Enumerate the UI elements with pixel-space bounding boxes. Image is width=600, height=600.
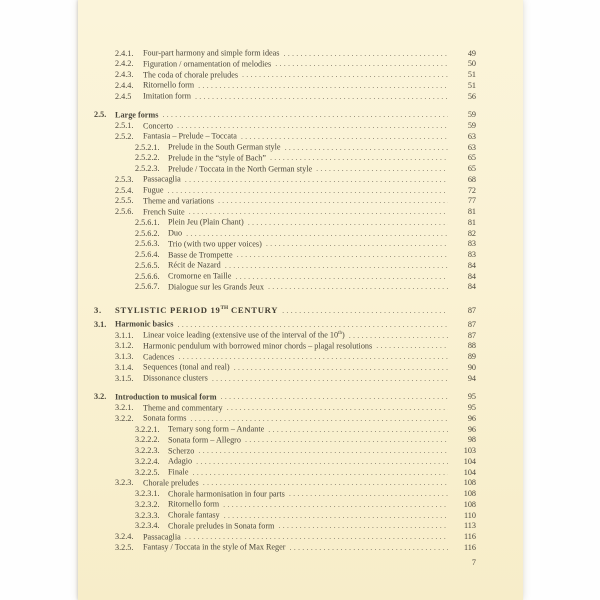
toc-entry-number: 2.5.6.4. (135, 250, 160, 260)
toc-leader-dots (285, 143, 448, 154)
toc-entry-number: 2.5.2.1. (135, 142, 160, 152)
toc-entry-page: 84 (467, 282, 476, 292)
toc-entry-label: Trio (with two upper voices) (168, 239, 262, 249)
toc-entry-label: Basse de Trompette (168, 250, 233, 260)
toc-entry-page: 49 (467, 48, 476, 58)
toc-entry-number: 3.1.4. (115, 362, 134, 372)
toc-entry-label: Chorale harmonisation in four parts (168, 489, 285, 499)
toc-entry-page: 89 (467, 352, 476, 362)
toc-entry-page: 90 (467, 362, 476, 372)
toc-entry-number: 2.5.5. (115, 196, 134, 206)
toc-leader-dots (268, 425, 448, 436)
toc-entry-page: 63 (467, 142, 476, 152)
toc-leader-dots (212, 374, 448, 385)
toc-entry-label: Fugue (143, 185, 164, 195)
toc-entry-page: 96 (467, 424, 476, 434)
toc-entry-label: Duo (168, 228, 183, 238)
toc-entry-label: French Suite (143, 207, 185, 217)
toc-entry-label: STYLISTIC PERIOD 19TH CENTURY (115, 304, 279, 315)
toc-entry-page: 87 (467, 330, 476, 340)
toc-entry-page: 83 (467, 250, 476, 260)
toc-entry-number: 3. (94, 304, 102, 315)
toc-entry-page: 50 (467, 59, 476, 69)
toc-entry-label: Chorale fantasy (168, 510, 220, 520)
toc-entry-number: 2.5.6.2. (135, 228, 160, 238)
toc-entry-page: 81 (467, 207, 476, 217)
toc-entry-label: Finale (168, 467, 189, 477)
toc-entry-number: 3.1.2. (115, 341, 134, 351)
toc-entry-number: 3.2.3.4. (135, 521, 160, 531)
toc-leader-dots (268, 282, 448, 293)
toc-entry-page: 65 (467, 153, 476, 163)
toc-entry-number: 2.4.5 (115, 91, 132, 101)
toc-entry-page: 82 (467, 228, 476, 238)
toc-leader-dots (196, 457, 448, 468)
toc-entry-page: 116 (464, 532, 476, 542)
toc-entry-label: Adagio (168, 456, 193, 466)
toc-leader-dots (185, 175, 448, 186)
toc-entry-page: 104 (463, 467, 476, 477)
toc-entry-number: 2.5.2.2. (135, 153, 160, 163)
toc-entry-number: 3.2.4. (115, 532, 134, 542)
table-of-contents (94, 46, 476, 569)
toc-entry-number: 2.5.2. (115, 131, 134, 141)
toc-entry-label: Dialogue sur les Grands Jeux (168, 282, 264, 292)
toc-entry (94, 303, 476, 314)
toc-entry (94, 317, 476, 328)
toc-entry-page: 83 (467, 239, 476, 249)
toc-entry-label: Figuration / ornamentation of melodies (143, 59, 272, 69)
toc-entry-label: Prelude in the South German style (168, 142, 281, 152)
toc-entry-number: 2.5.6.3. (135, 239, 160, 249)
toc-entry (94, 390, 476, 401)
toc-entry-page: 51 (467, 80, 476, 90)
toc-entry-number: 3.1.5. (115, 373, 134, 383)
toc-entry-number: 3.2.3.1. (135, 489, 160, 499)
toc-entry (94, 108, 476, 119)
toc-entry-page: 81 (467, 217, 476, 227)
toc-entry-label: Linear voice leading (extensive use of the interval of the 10th) (143, 330, 345, 340)
toc-entry-number: 2.5.6.7. (135, 282, 160, 292)
toc-entry-label: Fantasia – Prelude – Toccata (143, 131, 237, 141)
toc-entry-number: 3.2.5. (115, 542, 134, 552)
page-number: 7 (471, 558, 476, 567)
toc-leader-dots (275, 59, 448, 70)
toc-entry-page: 110 (464, 510, 476, 520)
toc-entry-number: 2.5.6.5. (135, 260, 160, 270)
toc-entry-label: Chorale preludes (143, 478, 199, 488)
toc-entry-number: 3.2.2.4. (135, 456, 160, 466)
toc-entry-page: 103 (463, 446, 476, 456)
toc-leader-dots (218, 196, 448, 207)
toc-entry-page: 65 (467, 164, 476, 174)
toc-entry-label: Sonata forms (143, 413, 187, 423)
toc-entry-number: 2.5. (94, 110, 107, 120)
toc-entry-number: 3.2.2. (115, 413, 134, 423)
toc-leader-dots (316, 164, 448, 175)
toc-entry-number: 2.5.2.3. (135, 164, 160, 174)
toc-entry-page: 116 (464, 542, 476, 552)
toc-leader-dots (282, 306, 448, 317)
toc-entry-label: Theme and commentary (143, 403, 223, 413)
toc-leader-dots (237, 250, 448, 261)
toc-leader-dots (198, 81, 448, 92)
toc-entry-label: Plein Jeu (Plain Chant) (168, 217, 244, 227)
toc-entry-label: Passacaglia (143, 174, 181, 184)
toc-entry-page: 108 (463, 499, 476, 509)
toc-leader-dots (192, 468, 448, 479)
toc-entry-label: Four-part harmony and simple form ideas (143, 48, 280, 58)
toc-leader-dots (227, 403, 448, 414)
toc-entry-page: 88 (467, 341, 476, 351)
toc-entry-number: 2.5.1. (115, 121, 134, 131)
toc-entry-label: Introduction to musical form (115, 392, 217, 402)
toc-entry-label: Scherzo (168, 446, 195, 456)
toc-entry-label: Theme and variations (143, 196, 214, 206)
toc-entry-number: 2.5.3. (115, 174, 134, 184)
toc-entry-page: 113 (464, 521, 476, 531)
toc-entry-label: Récit de Nazard (168, 260, 221, 270)
toc-entry-number: 3.2.2.1. (135, 424, 160, 434)
toc-entry-page: 95 (467, 392, 476, 402)
toc-entry-page: 59 (467, 110, 476, 120)
toc-entry-label: Fantasy / Toccata in the style of Max Reger (143, 542, 286, 552)
toc-entry-page: 108 (463, 478, 476, 488)
toc-entry-label: Dissonance clusters (143, 373, 208, 383)
toc-entry-number: 3.2. (94, 392, 107, 402)
toc-leader-dots (245, 435, 448, 446)
toc-entry-label: Harmonic pendulum with borrowed minor chords – plagal resolutions (143, 341, 373, 351)
toc-entry-label: Large forms (115, 110, 159, 120)
toc-entry-number: 3.2.3. (115, 478, 134, 488)
toc-entry-number: 3.2.2.3. (135, 446, 160, 456)
toc-entry-number: 3.2.2.5. (135, 467, 160, 477)
toc-entry-label: Sequences (tonal and real) (143, 362, 230, 372)
toc-entry-page: 51 (467, 70, 476, 80)
toc-entry-label: Imitation form (143, 91, 191, 101)
toc-leader-dots (162, 110, 448, 121)
page (78, 0, 523, 600)
toc-entry-number: 3.2.3.3. (135, 510, 160, 520)
toc-entry-number: 2.5.4. (115, 185, 134, 195)
toc-entry-number: 3.1.1. (115, 330, 134, 340)
toc-entry-number: 2.5.6.6. (135, 271, 160, 281)
toc-entry-label: Concerto (143, 121, 174, 131)
toc-entry-number: 2.4.2. (115, 59, 134, 69)
toc-entry-page: 77 (467, 196, 476, 206)
toc-entry-page: 95 (467, 403, 476, 413)
toc-entry-number: 3.2.3.2. (135, 499, 160, 509)
toc-entries (94, 46, 476, 551)
toc-entry-page: 59 (467, 121, 476, 131)
toc-entry-page: 72 (467, 185, 476, 195)
toc-entry-label: Prelude / Toccata in the North German style (168, 164, 313, 174)
toc-entry-label: Cadences (143, 352, 175, 362)
toc-leader-dots (225, 261, 448, 272)
toc-entry-label: Cromorne en Taille (168, 271, 232, 281)
toc-entry-label: Chorale preludes in Sonata form (168, 521, 275, 531)
toc-leader-dots (235, 272, 448, 283)
toc-leader-dots (242, 70, 448, 81)
page-footer (94, 558, 476, 569)
toc-entry-number: 2.5.6.1. (135, 217, 160, 227)
toc-leader-dots (376, 341, 448, 352)
toc-entry-number: 3.2.2.2. (135, 435, 160, 445)
toc-entry-label: Ritornello form (143, 80, 195, 90)
toc-entry-page: 63 (467, 131, 476, 141)
toc-entry-page: 94 (467, 373, 476, 383)
toc-entry-page: 84 (467, 260, 476, 270)
toc-entry-number: 2.4.4. (115, 80, 134, 90)
toc-entry-page: 68 (467, 174, 476, 184)
toc-entry-label: Passacaglia (143, 532, 181, 542)
toc-leader-dots (289, 489, 448, 500)
toc-entry-page: 98 (467, 435, 476, 445)
toc-entry-label: The coda of chorale preludes (143, 70, 239, 80)
toc-leader-dots (223, 500, 448, 511)
toc-entry-label: Prelude in the “style of Bach” (168, 153, 266, 163)
toc-entry-number: 2.5.6. (115, 207, 134, 217)
toc-entry-label: Ternary song form – Andante (168, 424, 265, 434)
toc-entry-page: 87 (467, 319, 476, 329)
toc-leader-dots (248, 218, 448, 229)
toc-entry-page: 56 (467, 91, 476, 101)
toc-entry-number: 3.2.1. (115, 403, 134, 413)
toc-leader-dots (234, 363, 448, 374)
toc-entry-label: Ritornello form (168, 499, 220, 509)
toc-entry-number: 2.4.1. (115, 48, 134, 58)
toc-entry-label: Sonata form – Allegro (168, 435, 241, 445)
toc-leader-dots (290, 543, 448, 554)
toc-entry-label: Harmonic basics (115, 319, 174, 329)
toc-leader-dots (266, 239, 448, 250)
toc-leader-dots (195, 92, 448, 103)
toc-entry-page: 87 (467, 305, 476, 315)
toc-entry-page: 108 (463, 489, 476, 499)
toc-leader-dots (278, 521, 448, 532)
toc-entry-page: 104 (463, 456, 476, 466)
toc-entry-number: 3.1.3. (115, 352, 134, 362)
toc-entry-page: 84 (467, 271, 476, 281)
toc-leader-dots (221, 392, 448, 403)
toc-entry-page: 96 (467, 413, 476, 423)
toc-entry-number: 2.4.3. (115, 70, 134, 80)
toc-entry (94, 46, 476, 57)
toc-entry-number: 3.1. (94, 319, 107, 329)
toc-leader-dots (198, 446, 448, 457)
toc-leader-dots (284, 49, 449, 60)
